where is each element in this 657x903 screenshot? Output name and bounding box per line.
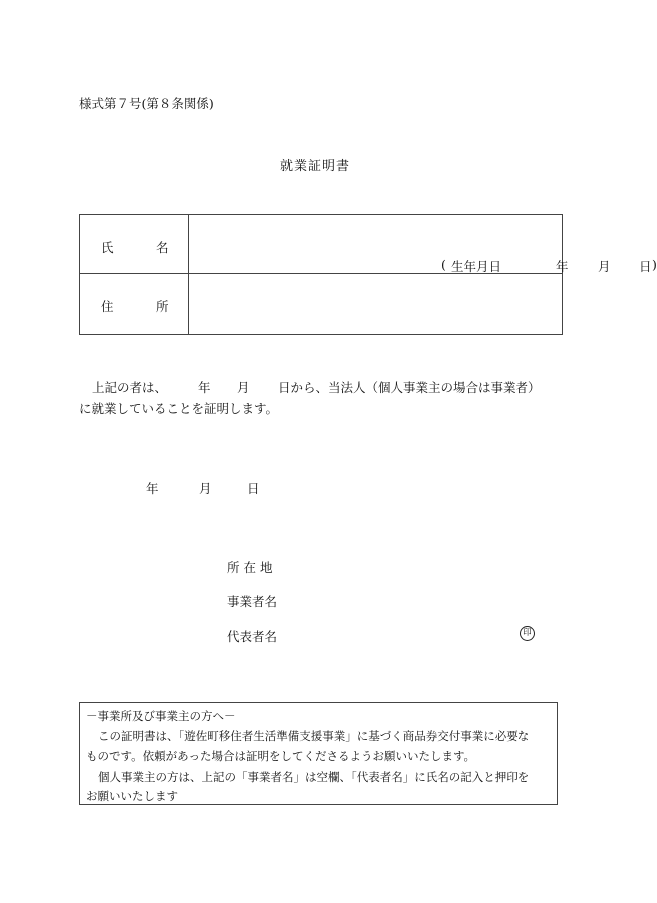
- seal-icon: 印: [520, 626, 535, 641]
- info-table: [79, 214, 657, 335]
- statement-year-label: 年: [198, 380, 211, 395]
- address-input-cell[interactable]: [188, 273, 562, 335]
- birthdate-label: 生年月日: [451, 259, 502, 274]
- birthdate-open-paren: (: [441, 257, 446, 272]
- address-label-char-1: 住: [101, 299, 114, 314]
- form-number: 様式第７号(第８条関係): [79, 96, 214, 111]
- notice-paragraph-2-line-1: 個人事業主の方は、上記の「事業者名」は空欄、「代表者名」に氏名の記入と押印を: [98, 770, 530, 784]
- notice-paragraph-2-line-2: お願いいたします: [86, 789, 178, 803]
- name-label-cell: [80, 215, 189, 273]
- birthdate-close-paren: ): [652, 257, 657, 272]
- statement-line-2: に就業していることを証明します。: [79, 401, 279, 416]
- location-label: 所在地: [227, 560, 277, 575]
- birthdate-year-label: 年: [556, 259, 569, 274]
- address-row: [80, 273, 562, 335]
- date-day-label: 日: [247, 481, 260, 496]
- address-label-char-2: 所: [156, 299, 169, 314]
- document-title: 就業証明書: [279, 159, 350, 174]
- statement-day-rest: 日から、当法人（個人事業主の場合は事業者）: [278, 380, 541, 395]
- name-row: [80, 215, 657, 274]
- notice-paragraph-1-line-2: ものです。依頼があった場合は証明をしてくださるようお願いいたします。: [86, 749, 476, 763]
- birthdate-month-label: 月: [598, 259, 611, 274]
- notice-box: [79, 702, 558, 805]
- statement-line-1: [92, 378, 562, 394]
- birthdate-day-label: 日: [639, 259, 652, 274]
- name-label-char-1: 氏: [101, 240, 114, 255]
- statement-intro: 上記の者は、: [92, 380, 168, 395]
- business-name-label: 事業者名: [227, 594, 278, 609]
- address-label-cell: [80, 273, 189, 335]
- name-input-cell[interactable]: [188, 215, 657, 274]
- name-label-char-2: 名: [156, 240, 169, 255]
- date-year-label: 年: [146, 481, 159, 496]
- notice-paragraph-1-line-1: この証明書は、「遊佐町移住者生活準備支援事業」に基づく商品券交付事業に必要な: [98, 729, 530, 743]
- date-month-label: 月: [199, 481, 212, 496]
- representative-label: 代表者名: [227, 629, 278, 644]
- notice-heading: －事業所及び事業主の方へ－: [86, 709, 236, 723]
- statement-month-label: 月: [237, 380, 250, 395]
